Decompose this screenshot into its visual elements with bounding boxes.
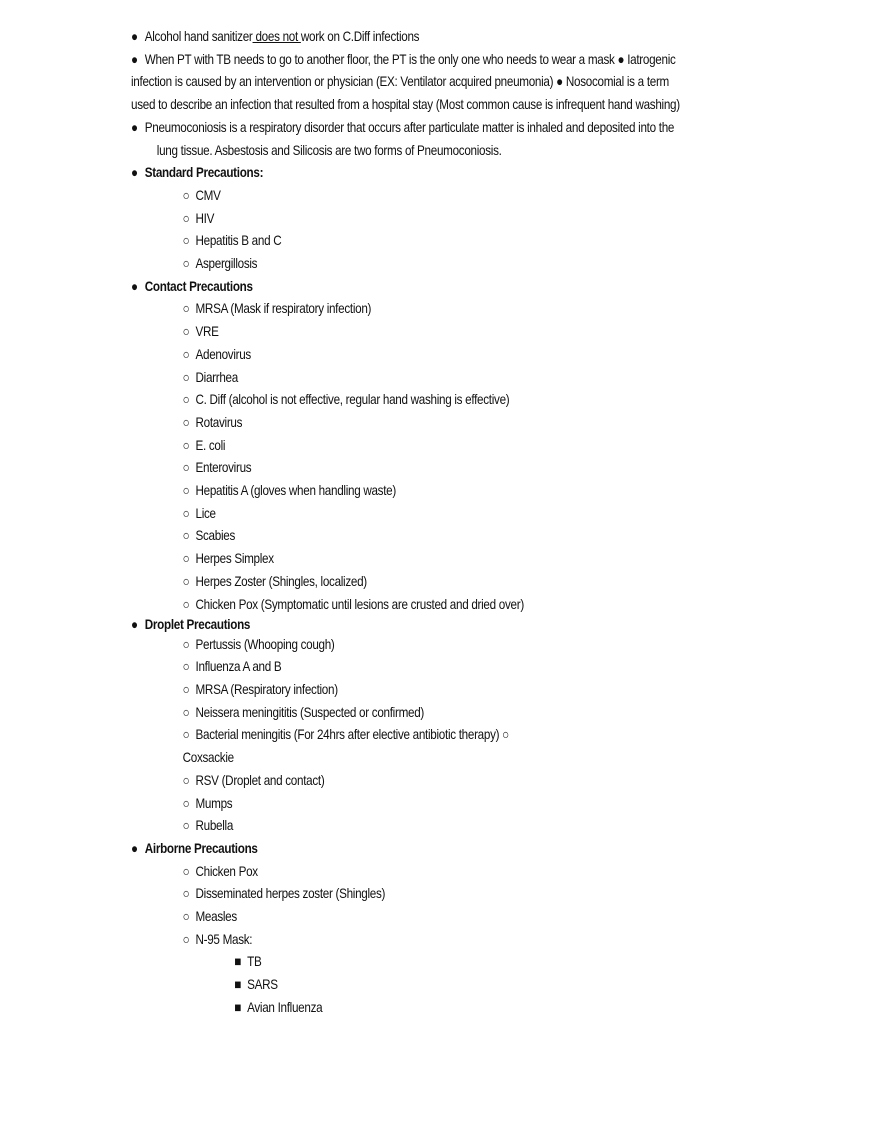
square-bullet-icon: ■ — [234, 999, 241, 1015]
list-item — [131, 253, 761, 276]
square-bullet-icon: ■ — [234, 977, 241, 993]
list-item-text: Aspergillosis — [195, 256, 258, 272]
circle-bullet-icon: ○ — [182, 324, 190, 340]
list-item — [131, 480, 761, 503]
circle-bullet-icon: ○ — [182, 596, 190, 612]
sublist-item-text: TB — [247, 954, 262, 970]
list-item — [131, 344, 761, 367]
standard-heading — [131, 162, 761, 185]
list-item-text: Disseminated herpes zoster (Shingles) — [195, 886, 386, 902]
document-page — [131, 26, 761, 1020]
disc-bullet-icon: ● — [131, 616, 138, 632]
sanitizer-text-post: work on C.Diff infections — [300, 29, 420, 44]
tb-note-line-1 — [131, 49, 761, 72]
list-item-text: Measles — [195, 909, 237, 925]
list-item-text: N-95 Mask: — [195, 931, 253, 947]
circle-bullet-icon: ○ — [182, 659, 190, 675]
list-item — [131, 321, 761, 344]
list-item-text: Rubella — [195, 818, 234, 834]
circle-bullet-icon: ○ — [182, 681, 190, 697]
list-item — [131, 435, 761, 458]
disc-bullet-icon: ● — [131, 165, 138, 181]
sanitizer-note — [131, 26, 761, 49]
disc-bullet-icon: ● — [131, 278, 138, 294]
sublist-item — [131, 974, 761, 997]
list-item-text: Enterovirus — [195, 460, 252, 476]
contact-heading-text: Contact Precautions — [144, 278, 253, 294]
droplet-heading-text: Droplet Precautions — [144, 616, 251, 632]
standard-list — [131, 185, 761, 276]
airborne-heading — [131, 838, 761, 861]
list-item-text: E. coli — [195, 437, 226, 453]
list-item — [131, 594, 761, 615]
list-item — [131, 525, 761, 548]
circle-bullet-icon: ○ — [182, 551, 190, 567]
circle-bullet-icon: ○ — [182, 483, 190, 499]
list-item-text: MRSA (Mask if respiratory infection) — [195, 301, 372, 317]
circle-bullet-icon: ○ — [182, 233, 190, 249]
list-item — [131, 503, 761, 526]
list-item-text: Neissera meningititis (Suspected or confirmed) — [195, 704, 425, 720]
list-item — [131, 724, 761, 747]
list-item-text: Hepatitis A (gloves when handling waste) — [195, 483, 396, 499]
droplet-heading — [131, 615, 761, 634]
circle-bullet-icon: ○ — [182, 437, 190, 453]
circle-bullet-icon: ○ — [182, 863, 190, 879]
list-item-wrap: Coxsackie — [182, 750, 234, 766]
list-item-text: Adenovirus — [195, 346, 251, 362]
airborne-heading-text: Airborne Precautions — [144, 840, 258, 856]
list-item-text: Chicken Pox (Symptomatic until lesions are crusted and dried over) — [195, 596, 524, 612]
list-item-text: Bacterial meningitis (For 24hrs after elective antibiotic therapy) ○ — [195, 727, 509, 743]
circle-bullet-icon: ○ — [182, 210, 190, 226]
list-item-text: MRSA (Respiratory infection) — [195, 681, 338, 697]
list-item — [131, 861, 761, 884]
tb-note-text-1: When PT with TB needs to go to another floor, the PT is the only one who needs to wear a mask ● Iatrogenic — [144, 51, 676, 67]
sanitizer-text-pre: Alcohol hand sanitizer — [144, 29, 253, 44]
list-item-text: Hepatitis B and C — [195, 233, 282, 249]
list-item-text: C. Diff (alcohol is not effective, regular hand washing is effective) — [195, 392, 510, 408]
circle-bullet-icon: ○ — [182, 573, 190, 589]
disc-bullet-icon: ● — [131, 29, 138, 44]
list-item — [131, 457, 761, 480]
list-item — [131, 702, 761, 725]
list-item — [131, 906, 761, 929]
list-item-text: Herpes Zoster (Shingles, localized) — [195, 573, 367, 589]
airborne-list — [131, 861, 761, 1020]
circle-bullet-icon: ○ — [182, 909, 190, 925]
list-item — [131, 412, 761, 435]
list-item — [131, 656, 761, 679]
tb-note-line-2: infection is caused by an intervention or physician (EX: Ventilator acquired pneumonia) ● Nosocomial is a term — [131, 74, 669, 90]
list-item — [131, 770, 761, 793]
sublist-item — [131, 997, 761, 1020]
sublist-item — [131, 951, 761, 974]
list-item-text: Pertussis (Whooping cough) — [195, 636, 335, 652]
list-item-text: Mumps — [195, 795, 233, 811]
circle-bullet-icon: ○ — [182, 727, 190, 743]
list-item — [131, 571, 761, 594]
list-item — [131, 367, 761, 390]
circle-bullet-icon: ○ — [182, 187, 190, 203]
list-item-text: Lice — [195, 505, 216, 521]
pneumo-note-line-2: lung tissue. Asbestosis and Silicosis are two forms of Pneumoconiosis. — [156, 142, 502, 158]
list-item — [131, 298, 761, 321]
circle-bullet-icon: ○ — [182, 795, 190, 811]
list-item-text: Chicken Pox — [195, 863, 258, 879]
sanitizer-text-underlined: does not — [252, 29, 301, 44]
circle-bullet-icon: ○ — [182, 414, 190, 430]
pneumo-note-line-1 — [131, 117, 761, 140]
disc-bullet-icon: ● — [131, 119, 138, 135]
circle-bullet-icon: ○ — [182, 528, 190, 544]
disc-bullet-icon: ● — [131, 840, 138, 856]
list-item-text: Scabies — [195, 528, 235, 544]
circle-bullet-icon: ○ — [182, 369, 190, 385]
droplet-list — [131, 634, 761, 838]
list-item — [131, 634, 761, 657]
contact-list — [131, 298, 761, 614]
list-item-text: Diarrhea — [195, 369, 238, 385]
circle-bullet-icon: ○ — [182, 636, 190, 652]
list-item — [131, 929, 761, 952]
circle-bullet-icon: ○ — [182, 392, 190, 408]
list-item-text: VRE — [195, 324, 219, 340]
list-item — [131, 548, 761, 571]
list-item-text: CMV — [195, 187, 221, 203]
circle-bullet-icon: ○ — [182, 505, 190, 521]
list-item-text: Rotavirus — [195, 414, 243, 430]
list-item — [131, 185, 761, 208]
circle-bullet-icon: ○ — [182, 818, 190, 834]
pneumo-note-text-1: Pneumoconiosis is a respiratory disorder that occurs after particulate matter is inhaled and deposited into the — [144, 119, 675, 135]
circle-bullet-icon: ○ — [182, 772, 190, 788]
list-item-text: RSV (Droplet and contact) — [195, 772, 325, 788]
list-item-text: HIV — [195, 210, 215, 226]
circle-bullet-icon: ○ — [182, 256, 190, 272]
list-item-text: Herpes Simplex — [195, 551, 274, 567]
contact-heading — [131, 276, 761, 299]
sublist-item-text: Avian Influenza — [247, 999, 323, 1015]
list-item — [131, 815, 761, 838]
list-item — [131, 208, 761, 231]
list-item-text: Influenza A and B — [195, 659, 282, 675]
list-item — [131, 793, 761, 816]
list-item — [131, 883, 761, 906]
circle-bullet-icon: ○ — [182, 931, 190, 947]
square-bullet-icon: ■ — [234, 954, 241, 970]
circle-bullet-icon: ○ — [182, 704, 190, 720]
tb-note-line-3: used to describe an infection that resulted from a hospital stay (Most common cause is infrequent hand washing) — [131, 97, 680, 113]
disc-bullet-icon: ● — [131, 51, 138, 67]
standard-heading-text: Standard Precautions: — [144, 165, 264, 181]
circle-bullet-icon: ○ — [182, 346, 190, 362]
circle-bullet-icon: ○ — [182, 886, 190, 902]
list-item — [131, 679, 761, 702]
list-item — [131, 230, 761, 253]
sublist-item-text: SARS — [247, 977, 278, 993]
list-item — [131, 389, 761, 412]
n95-sublist — [131, 951, 761, 1019]
circle-bullet-icon: ○ — [182, 301, 190, 317]
circle-bullet-icon: ○ — [182, 460, 190, 476]
